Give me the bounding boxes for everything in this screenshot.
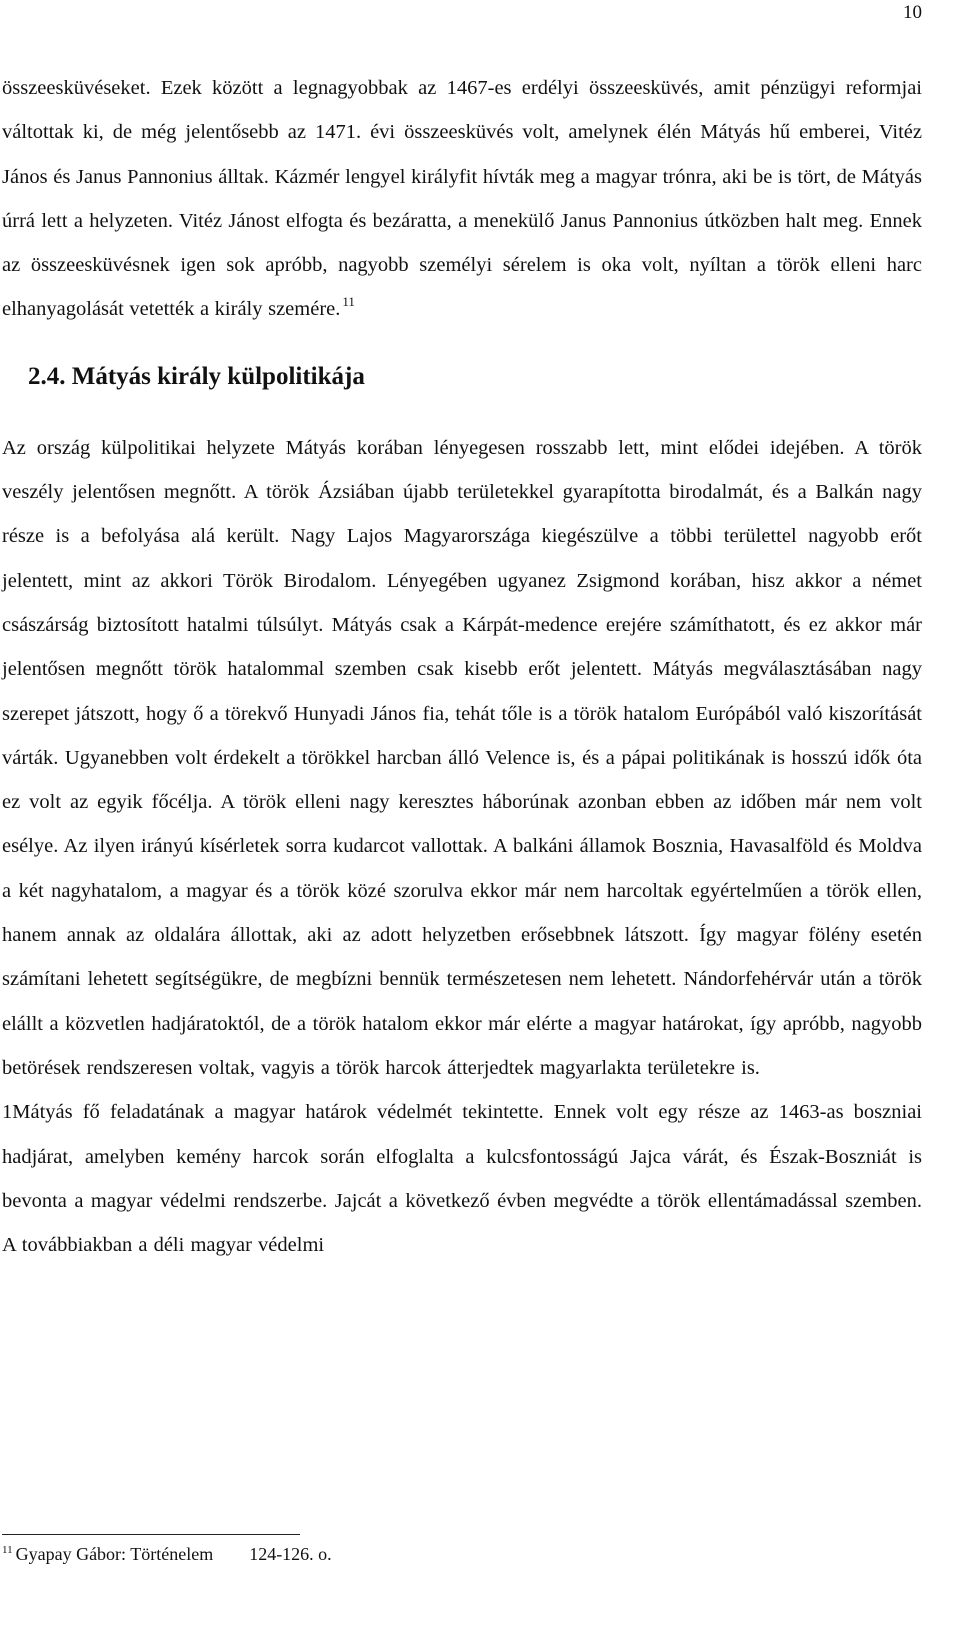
section-heading: 2.4. Mátyás király külpolitikája [28, 362, 365, 390]
paragraph [2, 66, 922, 332]
page-number: 10 [903, 2, 922, 23]
footnote-separator [2, 1534, 300, 1535]
paragraph: Az ország külpolitikai helyzete Mátyás korában lényegesen rosszabb lett, mint elődei idejében. A török veszély jelentősen megnőtt. A török Ázsiában újabb területekkel gyarapította birodalmát, és a Balkán nagy része is a befolyása alá került. Nagy Lajos Magyarországa kiegészülve a többi területtel nagyobb erőt jelentett, mint az akkori Török Birodalom. Lényegében ugyanez Zsigmond korában, hisz akkor a német császárság biztosított hatalmi túlsúlyt. Mátyás csak a Kárpát-medence erejére számíthatott, és ez akkor már jelentősen megnőtt török hatalommal szemben csak kisebb erőt jelentett. Mátyás megválasztásában nagy szerepet játszott, hogy ő a törekvő Hunyadi János fia, tehát tőle is a török hatalom Európából való kiszorítását várták. Ugyanebben volt érdekelt a törökkel harcban álló Velence is, és a pápai politikának is hosszú idők óta ez volt az egyik főcélja. A török elleni nagy keresztes háborúnak azonban ebben az időben már nem volt esélye. Az ilyen irányú kísérletek sorra kudarcot vallottak. A balkáni államok Bosznia, Havasalföld és Moldva a két nagyhatalom, a magyar és a török közé szorulva ekkor már nem harcoltak egyértelműen a török ellen, hanem annak az oldalára állottak, aki az adott helyzetben erősebbnek látszott. Így magyar fölény esetén számítani lehetett segítségükre, de megbízni bennük természetesen nem lehetett. Nándorfehérvár után a török elállt a közvetlen hadjáratoktól, de a török hatalom ekkor már elérte a magyar határokat, így apróbb, nagyobb betörések rendszeresen voltak, vagyis a török harcok átterjedtek magyarlakta területekre is. [2, 436, 922, 1079]
paragraph: 1Mátyás fő feladatának a magyar határok védelmét tekintette. Ennek volt egy része az 1463-as boszniai hadjárat, amelyben kemény harcok során elfoglalta a kulcsfontosságú Jajca várát, és Észak-Boszniát is bevonta a magyar védelmi rendszerbe. Jajcát a következő évben megvédte a török ellentámadással szemben. A továbbiakban a déli magyar védelmi [2, 1101, 922, 1257]
footnote-text: Gyapay Gábor: Történelem 124-126. o. [15, 1544, 332, 1564]
document-body [2, 66, 922, 1267]
paragraph-text: összeesküvéseket. Ezek között a legnagyobbak az 1467-es erdélyi összeesküvés, amit pénzügyi reformjai váltottak ki, de még jelentősebb az 1471. évi összeesküvés volt, amelynek élén Mátyás hű emberei, Vitéz János és Janus Pannonius álltak. Kázmér lengyel királyfit hívták meg a magyar trónra, aki be is tört, de Mátyás úrrá lett a helyzeten. Vitéz Jánost elfogta és bezáratta, a menekülő Janus Pannonius útközben halt meg. Ennek az összeesküvésnek igen sok apróbb, nagyobb személyi sérelem is oka volt, nyíltan a török elleni harc elhanyagolását vetették a király szemére. [2, 77, 922, 321]
footnote [2, 1543, 332, 1565]
footnote-reference: 11 [342, 294, 355, 310]
footnote-number: 11 [2, 1544, 13, 1556]
